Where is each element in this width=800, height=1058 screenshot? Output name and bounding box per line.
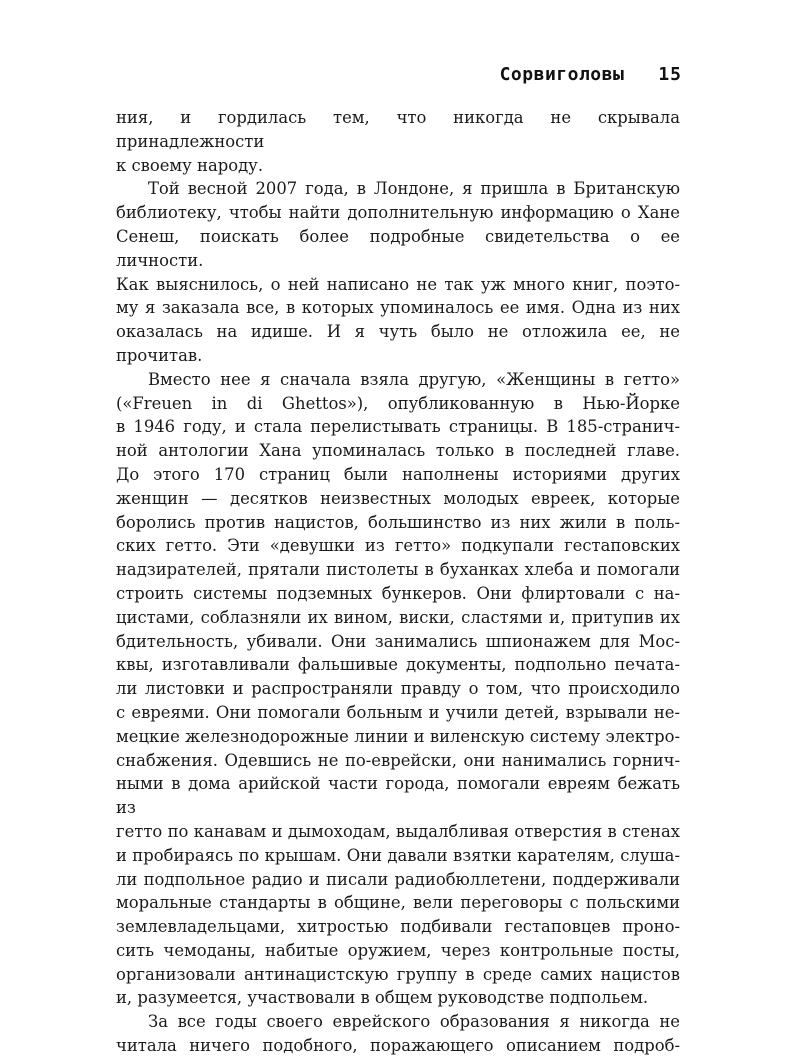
paragraph-line: мецкие железнодорожные линии и виленскую систему электро- [116, 726, 680, 746]
paragraph-line: ли подпольное радио и писали радиобюллетени, поддерживали [116, 869, 680, 889]
paragraph-line: цистами, соблазняли их вином, виски, сластями и, притупив их [116, 607, 680, 627]
paragraph-line: («Freuen in di Ghettos»), опубликованную в Нью-Йорке [116, 393, 680, 413]
paragraph-line: Той весной 2007 года, в Лондоне, я пришла в Британскую [148, 179, 680, 199]
paragraph-line: бдительность, убивали. Они занимались шпионажем для Мос- [116, 631, 680, 651]
paragraph-line: сить чемоданы, набитые оружием, через контрольные посты, [116, 940, 680, 960]
paragraph-line: библиотеку, чтобы найти дополнительную информацию о Хане [116, 203, 680, 223]
paragraph-line: с евреями. Они помогали больным и учили детей, взрывали не- [116, 702, 680, 722]
paragraph-line: надзирателей, прятали пистолеты в буханках хлеба и помогали [116, 560, 680, 580]
page-number: 15 [658, 64, 682, 85]
paragraph-line: и пробираясь по крышам. Они давали взятки карателям, слуша- [116, 845, 680, 865]
paragraph-line: квы, изготавливали фальшивые документы, подпольно печата- [116, 655, 680, 675]
body-text [116, 106, 680, 1058]
paragraph-line: женщин — десятков неизвестных молодых евреек, которые [116, 488, 680, 508]
paragraph-line: боролись против нацистов, большинство из них жили в поль- [116, 512, 680, 532]
paragraph-line: организовали антинацистскую группу в среде самих нацистов [116, 964, 680, 984]
paragraph-line: До этого 170 страниц были наполнены историями других [116, 464, 680, 484]
running-head [500, 64, 682, 85]
paragraph-line: моральные стандарты в общине, вели переговоры с польскими [116, 893, 680, 913]
paragraph-line: ной антологии Хана упоминалась только в последней главе. [116, 441, 680, 461]
paragraph-line: му я заказала все, в которых упоминалось ее имя. Одна из них [116, 298, 680, 318]
paragraph-line: ния, и гордилась тем, что никогда не скрывала принадлежности [116, 108, 680, 151]
paragraph-line: к своему народу. [116, 155, 264, 175]
paragraph-line: читала ничего подобного, поражающего описанием подроб- [116, 1036, 680, 1056]
paragraph-line: гетто по канавам и дымоходам, выдалбливая отверстия в стенах [116, 821, 680, 841]
paragraph-line: ских гетто. Эти «девушки из гетто» подкупали гестаповских [116, 536, 680, 556]
paragraph-line: ными в дома арийской части города, помогали евреям бежать из [116, 774, 680, 818]
paragraph-line: в 1946 году, и стала перелистывать страницы. В 185-странич- [116, 417, 680, 437]
paragraph-line: Вместо нее я сначала взяла другую, «Женщины в гетто» [148, 369, 680, 389]
paragraph-line: оказалась на идише. И я чуть было не отложила ее, не прочитав. [116, 322, 680, 365]
paragraph-line: За все годы своего еврейского образования я никогда не [148, 1012, 680, 1032]
paragraph-line: строить системы подземных бункеров. Они флиртовали с на- [116, 583, 680, 603]
paragraph-line: и, разумеется, участвовали в общем руководстве подпольем. [116, 988, 649, 1008]
paragraph-line: Сенеш, поискать более подробные свидетельства о ее личности. [116, 226, 680, 270]
paragraph-line: Как выяснилось, о ней написано не так уж много книг, поэто- [116, 274, 680, 294]
paragraph-line: снабжения. Одевшись не по-еврейски, они нанимались горнич- [116, 750, 680, 770]
paragraph-line: ли листовки и распространяли правду о том, что происходило [116, 679, 680, 699]
paragraph-line: землевладельцами, хитростью подбивали гестаповцев проно- [116, 917, 680, 937]
running-head-title: Сорвиголовы [499, 64, 625, 85]
